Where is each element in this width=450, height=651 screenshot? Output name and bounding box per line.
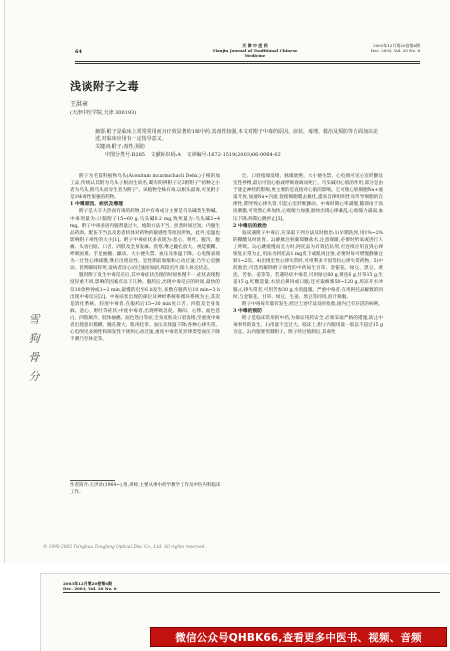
wechat-banner[interactable]: 微信公众号QHBK66,查看更多中医书、视频、音频 [150, 627, 447, 647]
journal-title-en: Tianjin Journal of Traditional Chinese Medicine [212, 48, 298, 58]
author-footnote: 作者简介:王洪章(1964~),男,讲师,主要从事中药学教学工作及中医内科临床工作。 [70, 483, 221, 495]
journal-title-cn: 天 津 中 医 药 [242, 43, 268, 48]
handwritten-character: 骨 [28, 351, 40, 364]
paragraph: 附子中毒每年都有发生,经过上述疗法及时抢救,国内已有存活的病例。 [242, 301, 383, 307]
keywords: 关键词:附子;毒性;预防 [95, 144, 146, 150]
article-title: 浅谈附子之毒 [70, 80, 139, 93]
handwritten-character: 狗 [28, 332, 40, 345]
page2-volume: Dec. 2003, Vol. 20 No. 6 [63, 586, 117, 591]
paragraph: 附子是临床常用的中药,为保证用药安全,必须采取严格的措施,防止中毒事件的发生。1)用量不宜过大。临床上,附子内服用量一般以不超过15 g为宜。2)内服要用制附子。附子经过炮制后,其毒性 [233, 315, 383, 336]
section-heading: 2 中毒后的救治 [233, 222, 267, 229]
abstract-text: 摘要:附子是临床上常常常用而且疗效显著的1味中药,其毒性较强,本文对附子中毒的原因、症状、毒理、救治及预防等方面加以论述,对临床应用有一定指导意义。 [95, 129, 379, 142]
paragraph: 迂、口唇指端发绀、脉微欲绝、大小便失禁、心电图可见心室纤颤及室性停搏,最后可因心脏或呼吸衰竭而死亡。乌头碱对心肌的作用,部分是由于迷走神经的影响,更主要的是直接对心肌的影响。它可使心肌细胞Na+通道开放,加速Na+内流,促使细胞膜去极化,提高自律组织性及传导细胞的自律性,期导致心律失常,引起心室纤维颤动。中毒时期心率减慢,随即由于高度刺激,可突然心率加快,心收缩力加强,脉快出现心律紊乱,心收缩力减弱,血压下降,终期心跳停止[3]。 [233, 174, 383, 222]
article-author: 王洪章 [70, 101, 89, 108]
paragraph: 附子是大辛大热而有毒的药物,其中有毒成分主要是乌头碱类生物碱。中毒剂量为:口服附子15~60 g,乌头碱0.2 mg,致死量为:乌头碱2~4 mg。附子中毒多因内服剂量过大、炮制方法不当、煎煮时间过短、内服生品药酒、配伍不当以及患者机体对药物的敏感性等原因所致。此外,室温也影响附子毒性的大小[1]。附子中毒症状多表现为:恶心、呕吐、腹泻、腹痛、头昏目眩、口舌、四肢及全身发麻、畏寒,继之瞳孔放大、视觉模糊、呼吸困难、手足抽搐、躁动、大小便失禁、血压及体温下降。心电图表现为一过性心律减慢,继后出现房性、室性期前收缩和心动过速,乃至心室颤动、甚则瞬间猝死,发病者因心动过速而加剧,周段迟冷,阳人休克状态。 [70, 209, 220, 272]
page-gap [0, 563, 450, 573]
paragraph: 临床遇附子中毒后,应采取下列方法及时救治:1)早期洗胃,用1%~2%的鞣酸及时洗胃。2)静脉注射葡萄糖盐水,注意保暖,必要时给氧或进行人工呼吸。3)心跳缓慢而无力时,阿托品为有效拮抗剂,可连续应用直到心律恢复正常为止,用法为阿托品1 mg皮下或肌肉注射,必要时每可增慢静脉注射1~2次。4)出现室性心律失常时,可用利多卡因等抗心律失常药物。5)中药救治,可选用解除附子毒性的中药如生甘草、金银花、绿豆、黑豆、黄连、苦参、姜等等。若遇轻症中毒者,可用绿豆60 g,黄连6 g,甘草15 g,生姜15 g,红糖适量,水煎后鼻饲或口服;还可取蜂蜜50~120 g,用凉开水冲服;心律失常者,可用苦参30 g,水煎温服。严重中毒者,在用阿托品解救的同时,与金银花、甘草、绿豆、生姜、黑豆等同用,煎汁频服。 [233, 230, 383, 300]
page2-date: 2003年12月第20卷第6期 [63, 581, 113, 586]
issue-volume: Dec. 2003, Vol. 20 No. 6 [370, 48, 420, 53]
section-heading: 1 中毒原因、症状及毒理 [70, 201, 123, 208]
footnote-rule [70, 480, 115, 481]
article-affiliation: (天津中医学院,天津 300193) [70, 110, 137, 116]
handwritten-character: 雪 [28, 313, 40, 326]
paragraph: 服用附子发生中毒反应后,其中毒症状出现的时间快慢不一,症状表现程度轻重不同,影响的因素有以下几种。服药后,出现中毒反应的时间,最快的仅10余秒钟或1~2 min,最慢的迟至6 h发生,多数在服药后10 min~3 h出现中毒反应[2]。中毒症状出现的部位及神经系统和循环系统为主,其次是消化系统。轻度中毒者,在服药后15~30 min见口舌、四肢及全身发麻、恶心、呕吐等症状;中度中毒者,出现呼吸急促、胸闷、心悸、面色苍白、四肢厥冷、肢体抽搐、面色苍白等症,全身皮肤及口唇发绀;至重度中毒者出现意识模糊、瞳孔散大、肌肉痉挛、血压及体温下降;各种心律失常。心电图见多源性和频发性不规则心动过速,重度中毒者见异律类型血压下降不测乃至休克等。 [70, 273, 221, 343]
section-heading: 3 中毒的预防 [233, 307, 262, 314]
issue-info [371, 43, 420, 53]
right-column [233, 173, 383, 336]
handwritten-character: 分 [28, 370, 40, 383]
classification-line: 中图分类号:R285 文献标识码:A 文章编号:1672-1519(2003)06-0064-02 [105, 152, 281, 158]
journal-title [205, 43, 305, 58]
margin-handwriting [27, 310, 41, 386]
copyright-notice: © 1995-2005 Tsinghua Tongfang Optical Disc Co., Ltd. All rights reserved. [43, 545, 206, 550]
page-number: 64 [75, 49, 82, 55]
page2-header-rule [63, 592, 440, 593]
journal-header [75, 41, 420, 61]
page2-header [63, 581, 117, 591]
paragraph: 附子为毛茛科植物乌头(Aconitum mcarmichacli Debx.)子根的加工品,传统认其附为乌头子根而生故名,蜀有明辨附子记3附附子"初种之小者为乌头,附乌头而旁生者为附子"。该植物全株有毒,以根头最毒,可见附子是1味毒性很强的药物。 [70, 174, 220, 201]
left-column [70, 173, 220, 343]
issue-date: 2003年12月第20卷第6期 [373, 43, 420, 48]
article-abstract [95, 129, 380, 151]
header-rule [75, 61, 420, 64]
